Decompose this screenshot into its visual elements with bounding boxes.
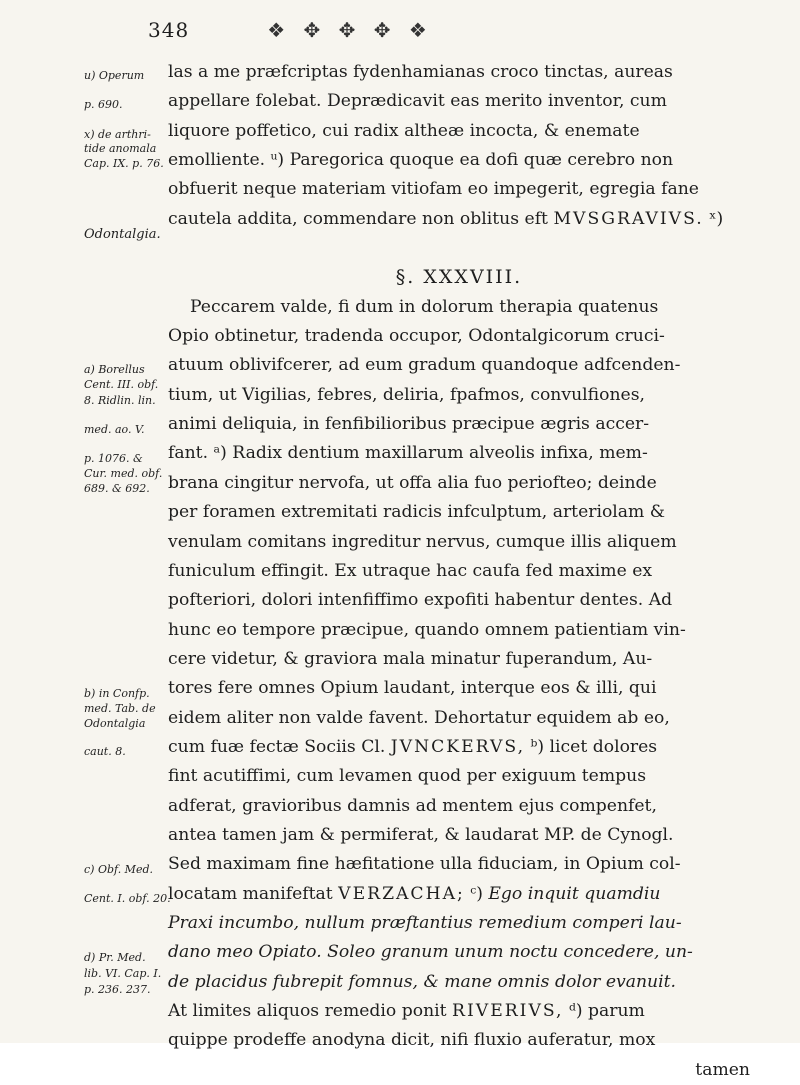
- margin-note: p. 1076. &: [84, 452, 143, 465]
- text-line: dano meo Opiato. Soleo granum unum noctu concedere, un-: [168, 942, 693, 963]
- text-line: Peccarem valde, fi dum in dolorum therapia quatenus: [190, 296, 659, 317]
- margin-note: 8. Ridlin. lin.: [84, 394, 156, 407]
- main-text: [168, 58, 750, 1085]
- margin-note: Cap. IX. p. 76.: [84, 157, 164, 170]
- margin-note: caut. 8.: [84, 745, 126, 758]
- text-line: Praxi incumbo, nullum præftantius remedium comperi lau-: [168, 912, 682, 933]
- page-number: 348: [148, 18, 190, 42]
- text-line: [168, 733, 750, 762]
- footnote-ref: ᶜ): [470, 883, 483, 904]
- text-line: atuum oblivifcerer, ad eum gradum quandoque adfcenden-: [168, 355, 681, 376]
- text-line: obfuerit neque materiam vitiofam eo impegerit, egregia fane: [168, 179, 699, 200]
- margin-note: med. Tab. de: [84, 702, 156, 715]
- text-run: ᵈ) parum: [568, 1001, 645, 1021]
- text-line: fant. ᵃ) Radix dentium maxillarum alveolis infixa, mem-: [168, 443, 648, 464]
- running-header: [148, 10, 688, 50]
- header-ornament: ❖ ✥ ✥ ✥ ❖: [267, 18, 433, 42]
- text-line: brana cingitur nervofa, ut offa alia fuo periofteo; deinde: [168, 472, 657, 493]
- text-line: pofteriori, dolori intenfiffimo expofiti habentur dentes. Ad: [168, 590, 673, 611]
- text-line: de placidus fubrepit fomnus, & mane omnis dolor evanuit.: [168, 971, 676, 992]
- text-line: Sed maximam fine hæfitatione ulla fiduciam, in Opium col-: [168, 854, 681, 875]
- text-line: fint acutiffimi, cum levamen quod per exiguum tempus: [168, 766, 647, 787]
- text-run: quamdiu: [584, 883, 661, 904]
- margin-note: a) Borellus: [84, 363, 145, 376]
- margin-note: p. 690.: [84, 98, 123, 111]
- text-line: eidem aliter non valde favent. Dehortatur equidem ab eo,: [168, 707, 670, 728]
- author-name-verzacha: VERZACHA;: [338, 883, 465, 904]
- text-line: Opio obtinetur, tradenda occupor, Odontalgicorum cruci-: [168, 326, 665, 347]
- text-line: animi deliquia, in fenfibilioribus præcipue ægris accer-: [168, 414, 650, 435]
- margin-note: med. ao. V.: [84, 423, 145, 436]
- text-line: [168, 997, 750, 1026]
- margin-keyword-odontalgia: Odontalgia.: [84, 227, 161, 242]
- text-line: cere videtur, & graviora mala minatur fuperandum, Au-: [168, 648, 653, 669]
- text-line: per foramen extremitati radicis infculptum, arteriolam &: [168, 502, 666, 523]
- margin-note: p. 236. 237.: [84, 983, 151, 996]
- margin-note: c) Obf. Med.: [84, 863, 153, 876]
- margin-note: u) Operum: [84, 69, 145, 82]
- section-heading: §. XXXVIII.: [395, 266, 523, 289]
- author-name-riverius: RIVERIVS,: [452, 1001, 564, 1021]
- text-line: tores fere omnes Opium laudant, interque eos & illi, qui: [168, 678, 657, 699]
- text-run: Ego inquit: [488, 883, 579, 904]
- margin-note: tide anomala: [84, 142, 157, 155]
- margin-note: Cur. med. obf.: [84, 467, 163, 480]
- text-line: quippe prodeffe anodyna dicit, nifi fluxio auferatur, mox: [168, 1030, 656, 1051]
- text-line: [168, 205, 750, 234]
- text-run: locatam manifeftat: [168, 883, 333, 904]
- text-run: cautela addita, commendare non oblitus eft: [168, 208, 548, 229]
- text-line: [168, 880, 750, 909]
- text-line: liquore poffetico, cui radix altheæ incocta, & enemate: [168, 120, 640, 141]
- text-line: funiculum effingit. Ex utraque hac caufa fed maxime ex: [168, 560, 653, 581]
- text-line: venulam comitans ingreditur nervus, cumque illis aliquem: [168, 531, 677, 552]
- author-name-junckerus: JVNCKERVS,: [390, 736, 526, 757]
- margin-note: Cent. III. obf.: [84, 378, 159, 391]
- text-run: ᵇ) licet dolores: [530, 736, 658, 757]
- text-line: tium, ut Vigilias, febres, deliria, fpafmos, convulfiones,: [168, 384, 645, 405]
- margin-note: Cent. I. obf. 20.: [84, 892, 171, 905]
- text-line: hunc eo tempore præcipue, quando omnem patientiam vin-: [168, 619, 686, 640]
- text-run: At limites aliquos remedio ponit: [168, 1001, 447, 1021]
- text-line: adferat, gravioribus damnis ad mentem ejus compenfet,: [168, 795, 657, 816]
- margin-note: Odontalgia: [84, 717, 146, 730]
- blank-line: [168, 234, 750, 263]
- footnote-ref: ˣ): [709, 208, 724, 229]
- margin-note: d) Pr. Med.: [84, 951, 146, 964]
- margin-note: x) de arthri-: [84, 128, 151, 141]
- text-line: las a me præfcriptas fydenhamianas croco tinctas, aureas: [168, 62, 673, 82]
- catchword: tamen: [695, 1059, 750, 1080]
- margin-note: lib. VI. Cap. I.: [84, 967, 162, 980]
- text-line: antea tamen jam & permiferat, & laudarat MP. de Cynogl.: [168, 824, 674, 845]
- margin-note: b) in Confp.: [84, 687, 150, 700]
- margin-note: 689. & 692.: [84, 482, 150, 495]
- text-run: cum fuæ fectæ Sociis Cl.: [168, 736, 386, 757]
- author-name-musgravius: MVSGRAVIVS.: [553, 208, 704, 229]
- text-line: emolliente. ᵘ) Paregorica quoque ea dofi quæ cerebro non: [168, 150, 674, 171]
- text-line: appellare folebat. Deprædicavit eas merito inventor, cum: [168, 91, 667, 112]
